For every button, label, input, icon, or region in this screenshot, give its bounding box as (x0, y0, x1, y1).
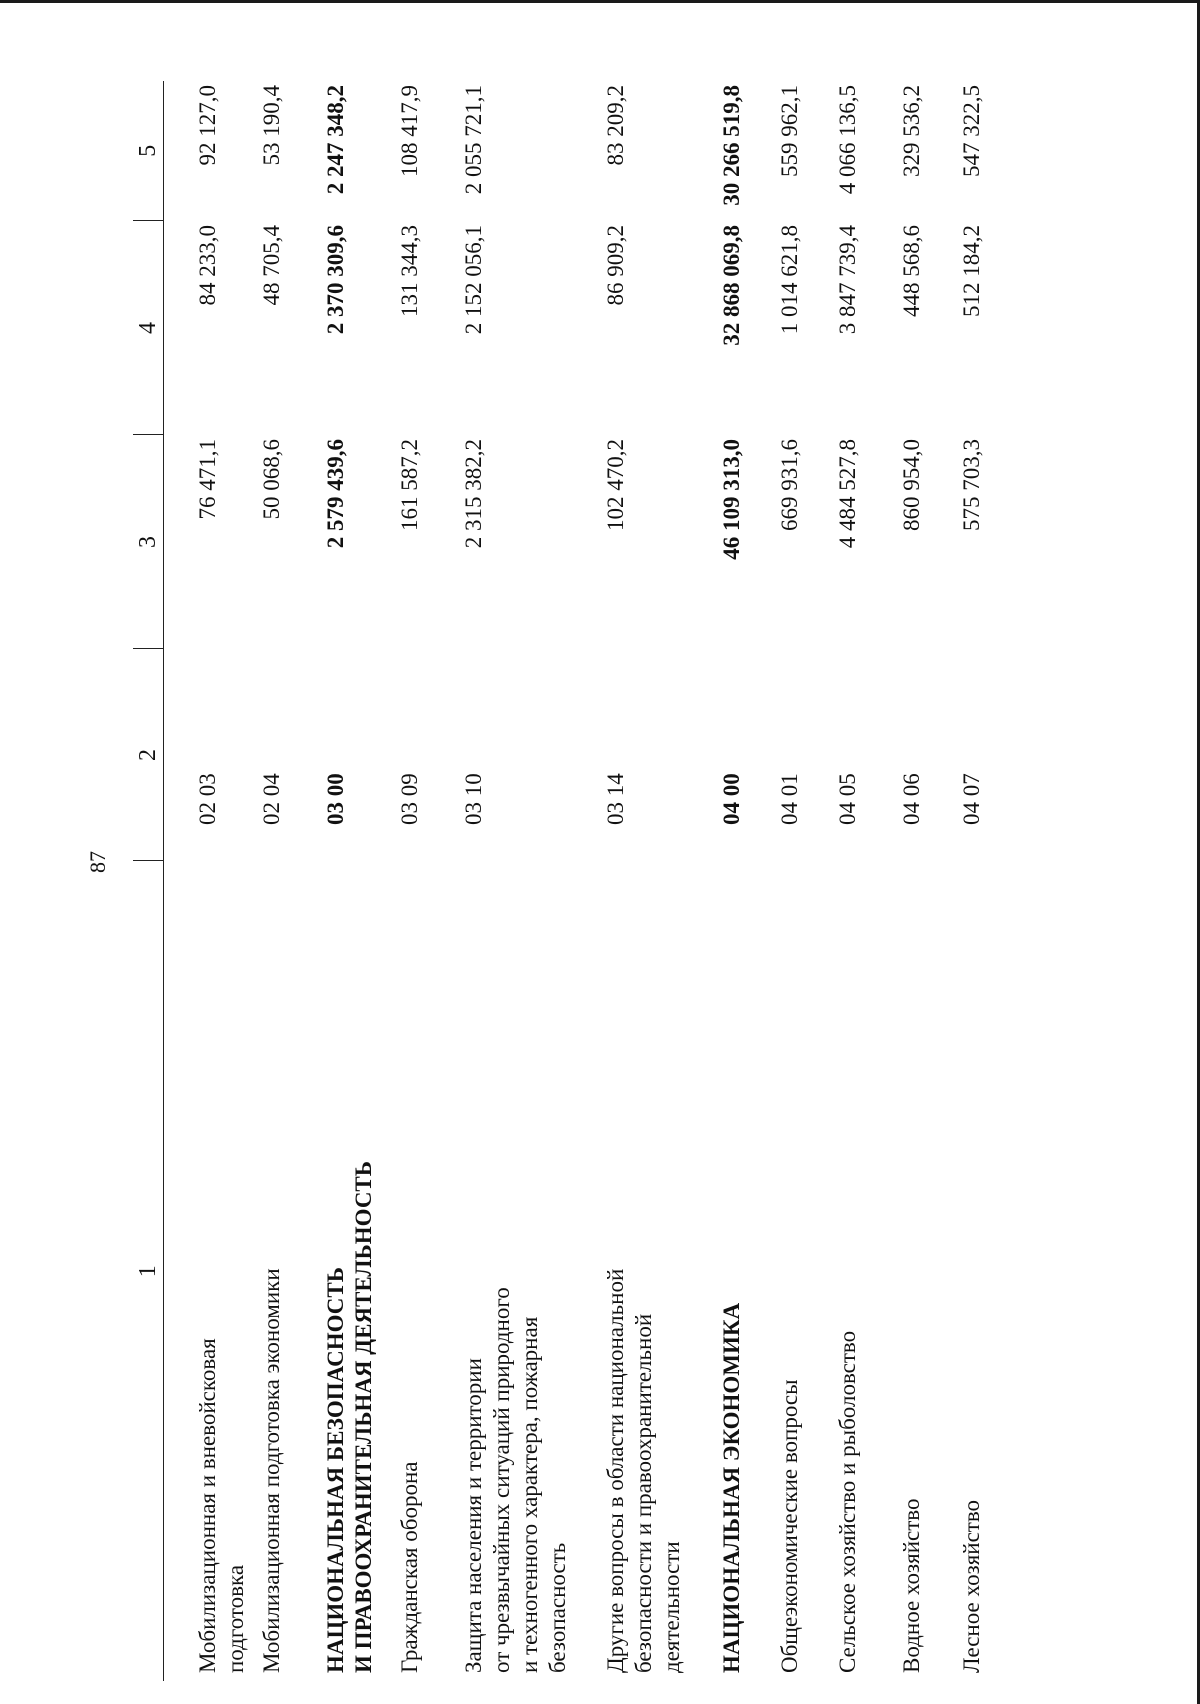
row-code: 03 10 (461, 773, 486, 825)
row-name (834, 861, 898, 1681)
row-value-col5: 108 417,9 (397, 85, 422, 177)
row-name-line: безопасность (545, 1542, 570, 1673)
row-value-col3: 4 484 527,8 (835, 439, 860, 549)
row-code: 04 07 (959, 773, 984, 825)
row-name-line: Защита населения и территории (461, 1358, 486, 1673)
row-name (322, 861, 396, 1681)
row-value-col5: 53 190,4 (259, 85, 284, 166)
row-name (776, 861, 834, 1681)
table-row (718, 81, 776, 1681)
row-name-line: И ПРАВООХРАНИТЕЛЬНАЯ ДЕЯТЕЛЬНОСТЬ (351, 1161, 376, 1673)
row-name-line: Мобилизационная и вневойсковая (195, 1338, 220, 1673)
row-value-col4: 48 705,4 (259, 225, 284, 306)
scan-edge-top (0, 0, 1200, 3)
row-value-col4: 131 344,3 (397, 225, 422, 317)
row-name-line: Сельское хозяйство и рыболовство (835, 1330, 860, 1673)
table-row (164, 81, 259, 1681)
row-name-line: Другие вопросы в области национальной (603, 1268, 628, 1673)
row-name (898, 861, 958, 1681)
row-name-line: деятельности (659, 1541, 684, 1673)
table-row (834, 81, 898, 1681)
header-row (133, 81, 164, 1681)
row-name-line: Водное хозяйство (899, 1498, 924, 1673)
row-name (718, 861, 776, 1681)
row-name (958, 861, 998, 1681)
row-value-col5: 2 055 721,1 (461, 85, 486, 195)
header-col-2: 2 (133, 649, 164, 861)
row-value-col4: 448 568,6 (899, 225, 924, 317)
row-value-col4: 84 233,0 (195, 225, 220, 306)
header-col-5: 5 (133, 81, 164, 221)
row-code: 02 04 (259, 773, 284, 825)
row-name-line: безопасности и правоохранительной (631, 1313, 656, 1673)
rotated-table-container (133, 81, 1200, 1681)
row-value-col5: 30 266 519,8 (719, 85, 744, 206)
row-value-col4: 1 014 621,8 (777, 225, 802, 335)
budget-table (133, 81, 998, 1681)
row-value-col3: 860 954,0 (899, 439, 924, 531)
row-value-col4: 32 868 069,8 (719, 225, 744, 346)
row-name-line: Лесное хозяйство (959, 1499, 984, 1673)
row-value-col3: 102 470,2 (603, 439, 628, 531)
row-value-col3: 161 587,2 (397, 439, 422, 531)
row-value-col3: 76 471,1 (195, 439, 220, 520)
row-value-col5: 4 066 136,5 (835, 85, 860, 195)
row-code: 04 06 (899, 773, 924, 825)
row-name-line: от чрезвычайных ситуаций природного (489, 1287, 514, 1673)
row-name (396, 861, 460, 1681)
table-row (258, 81, 322, 1681)
table-row (898, 81, 958, 1681)
row-value-col5: 329 536,2 (899, 85, 924, 177)
row-value-col5: 547 322,5 (959, 85, 984, 177)
row-value-col3: 575 703,3 (959, 439, 984, 531)
row-value-col4: 512 184,2 (959, 225, 984, 317)
header-col-4: 4 (133, 221, 164, 435)
row-name-line: подготовка (223, 1564, 248, 1673)
row-code: 03 00 (323, 773, 348, 825)
row-value-col3: 46 109 313,0 (719, 439, 744, 560)
table-row (460, 81, 602, 1681)
row-value-col5: 559 962,1 (777, 85, 802, 177)
row-name-line: и техногенного характера, пожарная (517, 1316, 542, 1673)
row-value-col3: 50 068,6 (259, 439, 284, 520)
row-code: 04 00 (719, 773, 744, 825)
row-name (164, 861, 259, 1681)
row-name-line: НАЦИОНАЛЬНАЯ ЭКОНОМИКА (719, 1302, 744, 1673)
row-name (258, 861, 322, 1681)
row-value-col5: 83 209,2 (603, 85, 628, 166)
row-value-col4: 3 847 739,4 (835, 225, 860, 335)
page-number: 87 (85, 851, 110, 873)
table-row (322, 81, 396, 1681)
row-code: 02 03 (195, 773, 220, 825)
row-code: 03 09 (397, 773, 422, 825)
row-value-col4: 2 370 309,6 (323, 225, 348, 335)
row-name-line: НАЦИОНАЛЬНАЯ БЕЗОПАСНОСТЬ (323, 1267, 348, 1673)
row-value-col3: 2 315 382,2 (461, 439, 486, 549)
row-code: 03 14 (603, 773, 628, 825)
row-name (602, 861, 718, 1681)
header-col-3: 3 (133, 435, 164, 649)
row-value-col5: 2 247 348,2 (323, 85, 348, 195)
table-row (396, 81, 460, 1681)
row-value-col3: 669 931,6 (777, 439, 802, 531)
row-value-col4: 2 152 056,1 (461, 225, 486, 335)
row-name-line: Общеэкономические вопросы (777, 1379, 802, 1673)
row-code: 04 05 (835, 773, 860, 825)
row-name-line: Мобилизационная подготовка экономики (259, 1268, 284, 1673)
table-row (958, 81, 998, 1681)
row-name-line: Гражданская оборона (397, 1461, 422, 1673)
row-value-col3: 2 579 439,6 (323, 439, 348, 549)
header-col-1: 1 (133, 861, 164, 1681)
table-row (776, 81, 834, 1681)
row-value-col5: 92 127,0 (195, 85, 220, 166)
row-code: 04 01 (777, 773, 802, 825)
row-name (460, 861, 602, 1681)
table-row (602, 81, 718, 1681)
row-value-col4: 86 909,2 (603, 225, 628, 306)
